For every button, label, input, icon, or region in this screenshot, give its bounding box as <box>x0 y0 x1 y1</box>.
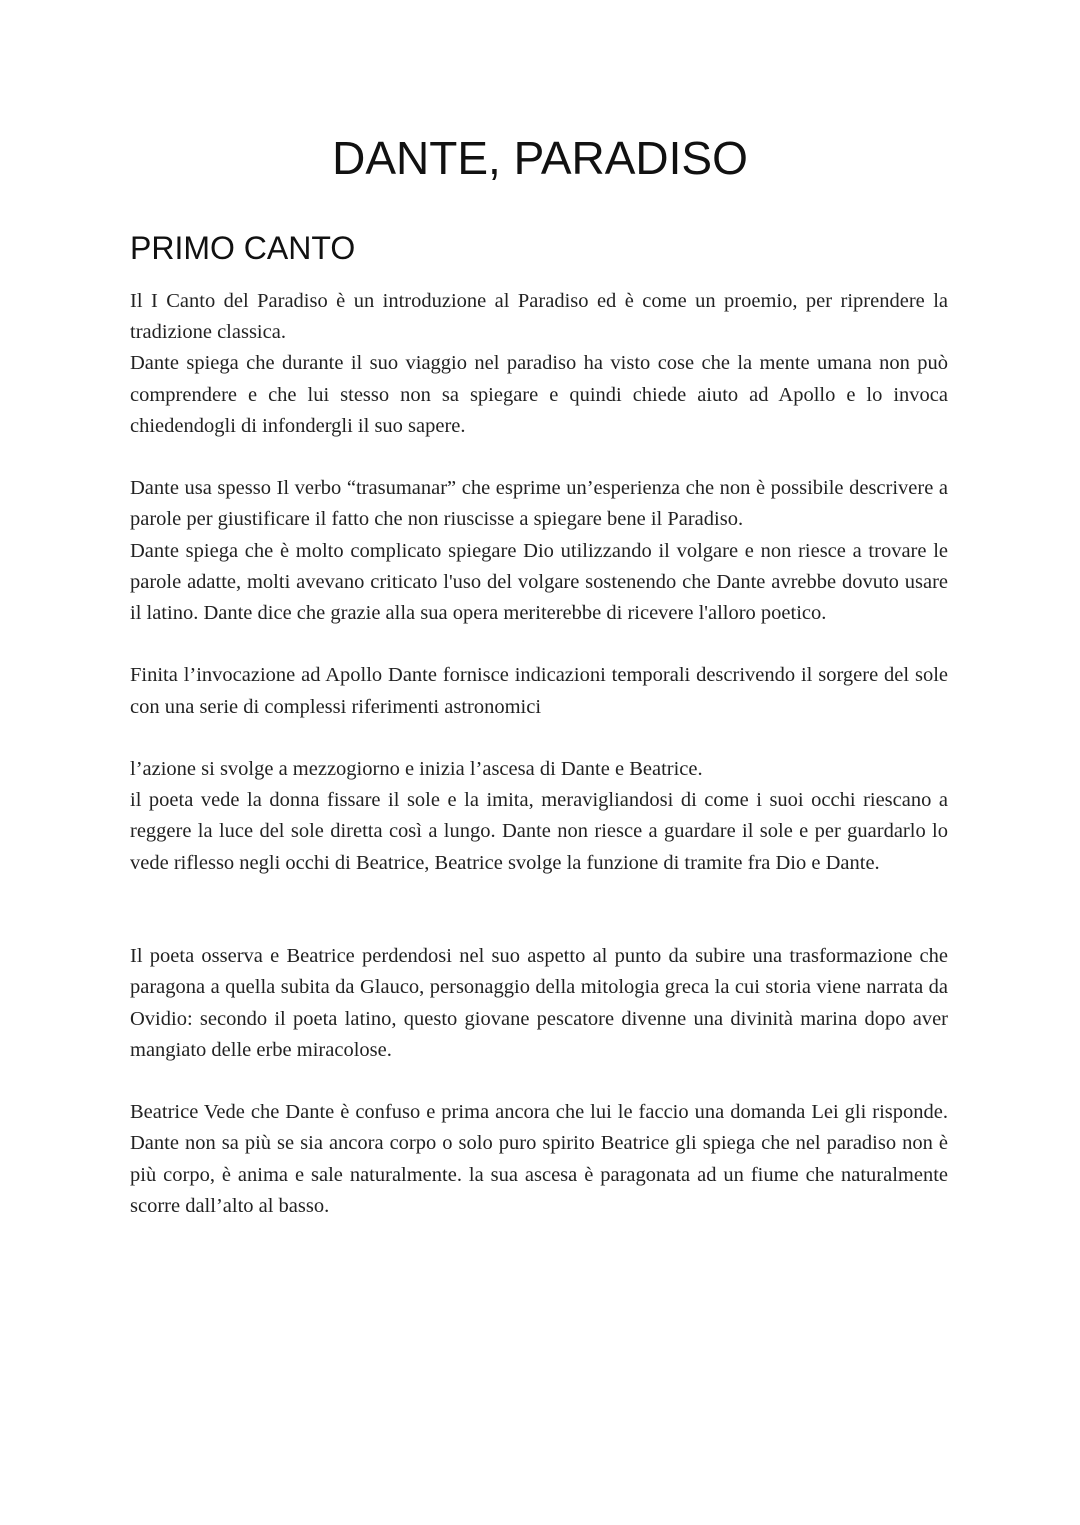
paragraph-spacer <box>130 1066 948 1097</box>
paragraph: Finita l’invocazione ad Apollo Dante fornisce indicazioni temporali descrivendo il sorgere del sole con una serie di complessi riferimenti astronomici <box>130 664 948 718</box>
paragraph-spacer <box>130 442 948 473</box>
paragraph: Dante usa spesso Il verbo “trasumanar” che esprime un’esperienza che non è possibile descrivere a parole per giustificare il fatto che non riuscisse a spiegare bene il Paradiso. <box>130 477 948 531</box>
paragraph: il poeta vede la donna fissare il sole e la imita, meravigliandosi di come i suoi occhi riescano a reggere la luce del sole diretta così a lungo. Dante non riesce a guardare il sole e per guardarlo lo vede riflesso negli occhi di Beatrice, Beatrice svolge la funzione di tramite fra Dio e Dante. <box>130 789 948 874</box>
paragraph: l’azione si svolge a mezzogiorno e inizia l’ascesa di Dante e Beatrice. <box>130 758 703 780</box>
document-body <box>130 286 948 1222</box>
paragraph: Dante spiega che è molto complicato spiegare Dio utilizzando il volgare e non riesce a trovare le parole adatte, molti avevano criticato l'uso del volgare sostenendo che Dante avrebbe dovuto usare il latino. Dante dice che grazie alla sua opera meriterebbe di ricevere l'alloro poetico. <box>130 539 948 625</box>
paragraph-spacer <box>130 629 948 660</box>
document-title: DANTE, PARADISO <box>332 132 748 184</box>
paragraph-spacer <box>130 723 948 754</box>
paragraph: Dante spiega che durante il suo viaggio nel paradiso ha visto cose che la mente umana non può comprendere e che lui stesso non sa spiegare e quindi chiede aiuto ad Apollo e lo invoca chiedendogli di infondergli il suo sapere. <box>130 352 948 437</box>
paragraph: Il I Canto del Paradiso è un introduzione al Paradiso ed è come un proemio, per riprendere la tradizione classica. <box>130 290 948 344</box>
paragraph: Beatrice Vede che Dante è confuso e prima ancora che lui le faccio una domanda Lei gli risponde. Dante non sa più se sia ancora corpo o solo puro spirito Beatrice gli spiega che nel paradiso non è più corpo, è anima e sale naturalmente. la sua ascesa è paragonata ad un fiume che naturalmente scorre dall’alto al basso. <box>130 1101 948 1217</box>
section-heading: PRIMO CANTO <box>130 230 356 266</box>
paragraph: Il poeta osserva e Beatrice perdendosi nel suo aspetto al punto da subire una trasformazione che paragona a quella subita da Glauco, personaggio della mitologia greca la cui storia viene narrata da Ovidio: secondo il poeta latino, questo giovane pescatore divenne una divinità marina dopo aver mangiato delle erbe miracolose. <box>130 945 948 1061</box>
paragraph-spacer <box>130 879 948 941</box>
